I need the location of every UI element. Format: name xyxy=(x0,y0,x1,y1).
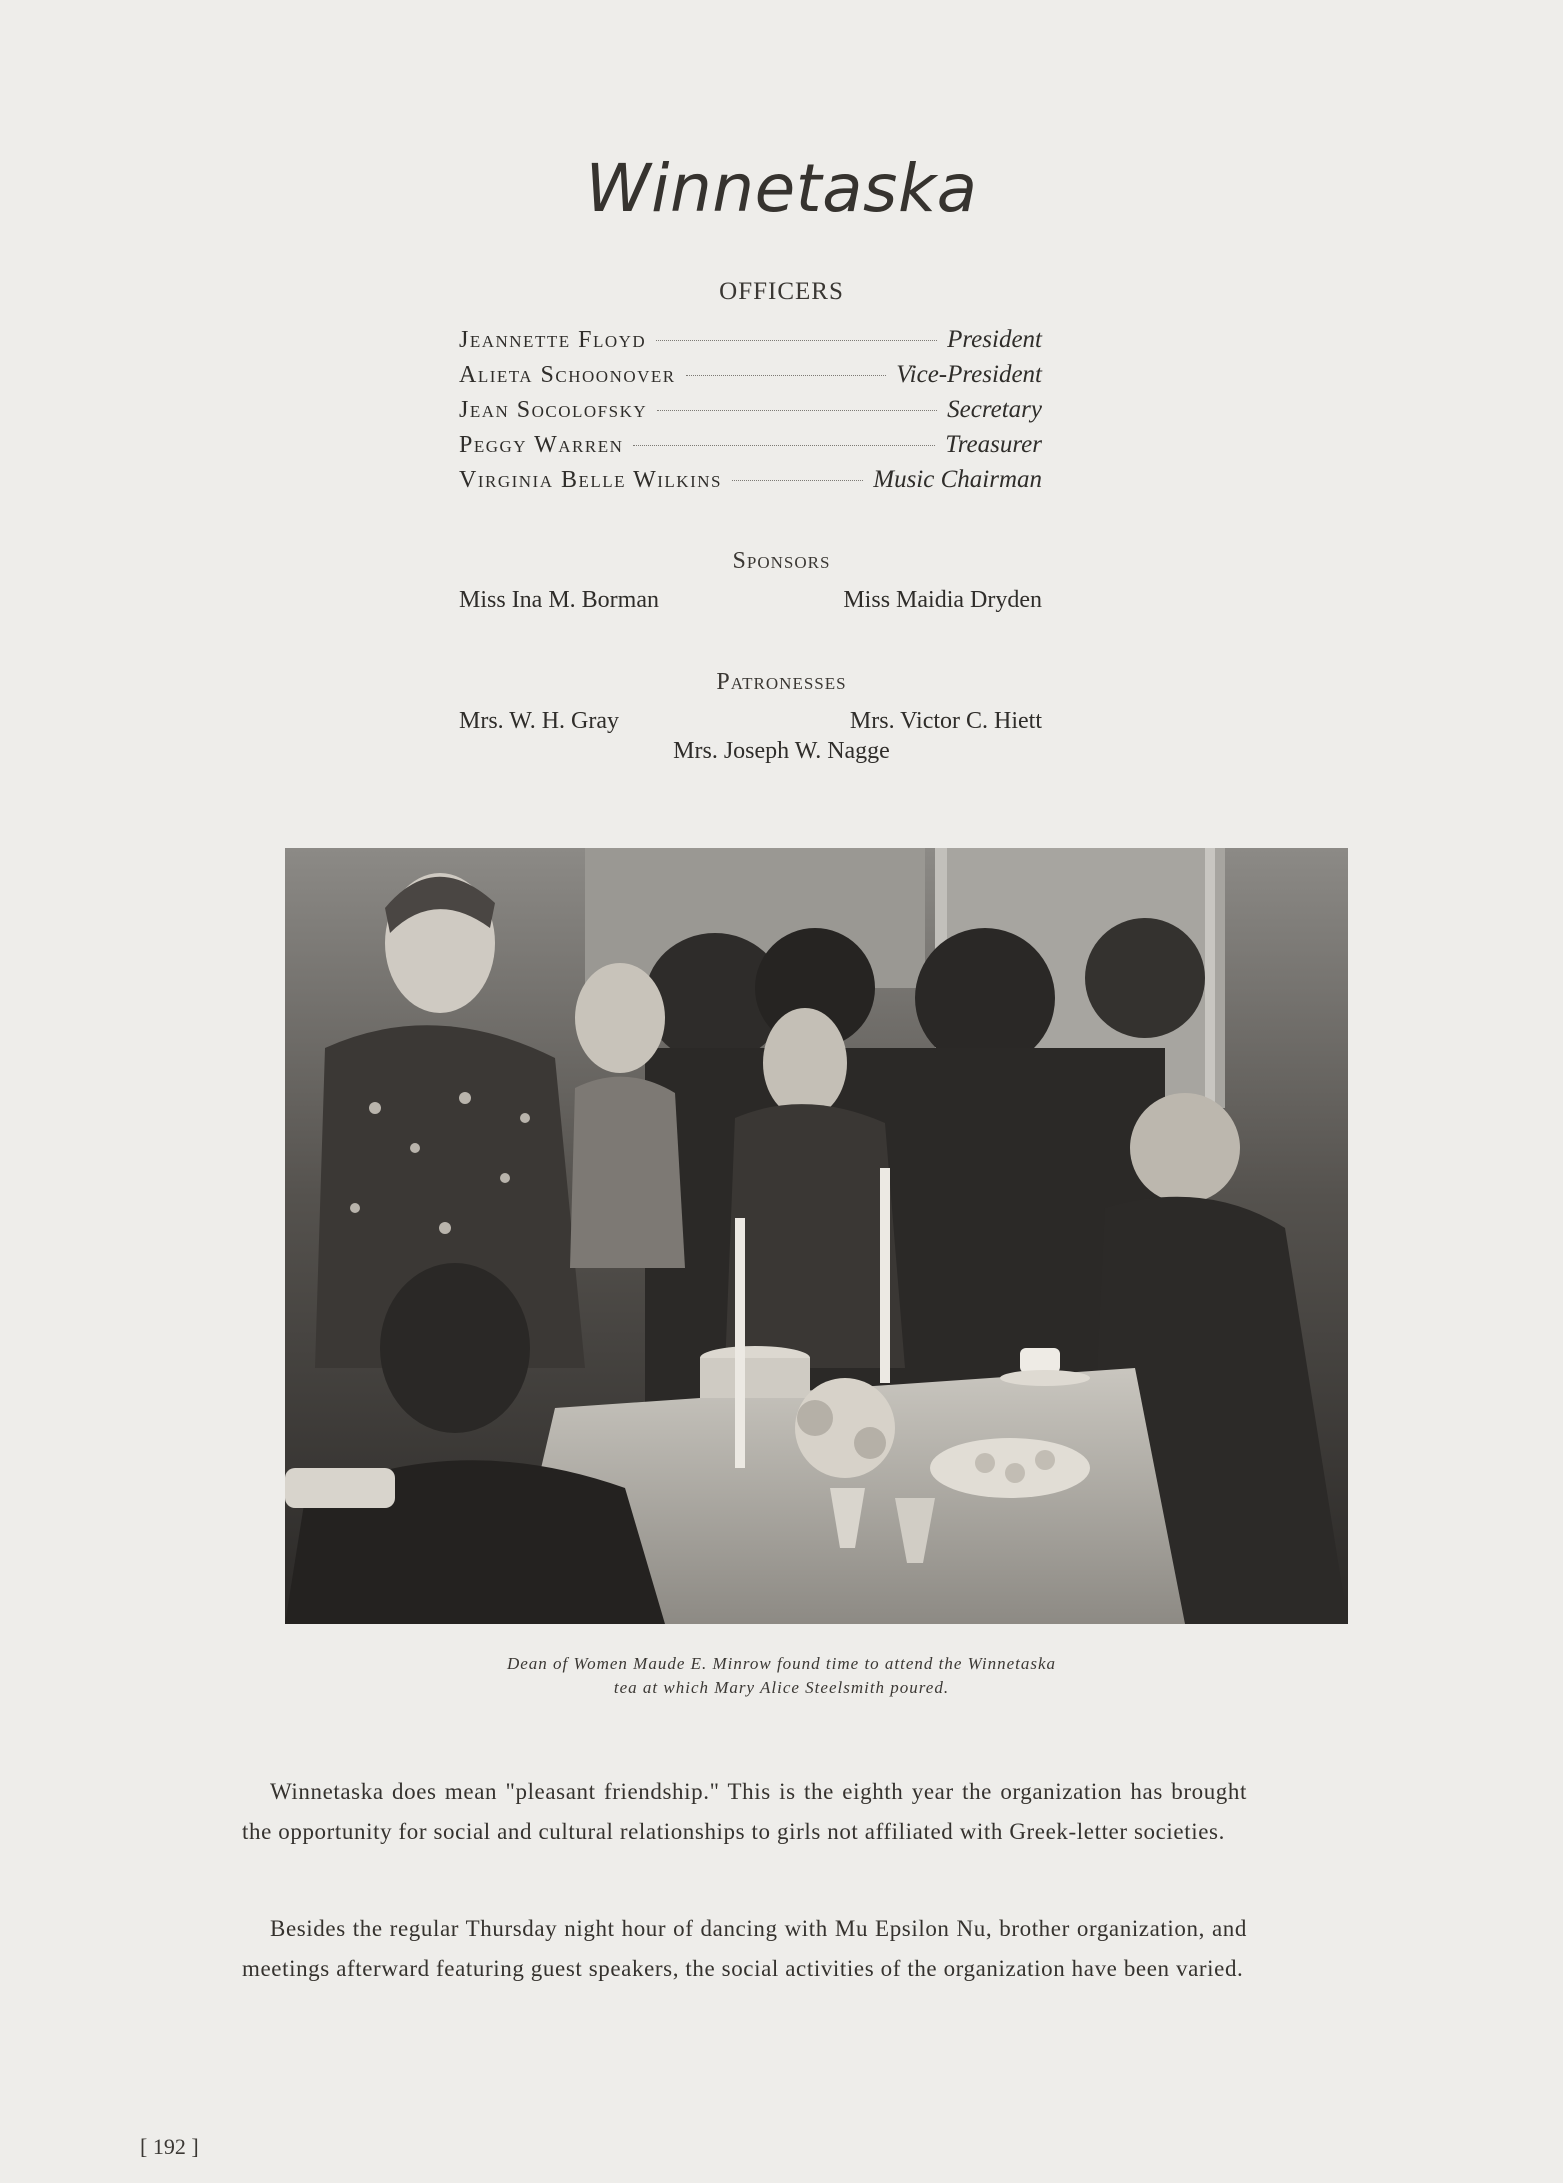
officer-name: Peggy Warren xyxy=(459,432,624,458)
patronesses-names xyxy=(459,708,1042,735)
body-paragraph xyxy=(242,1772,1247,1852)
dot-leader xyxy=(633,445,935,446)
dot-leader xyxy=(657,410,937,411)
officer-title: Secretary xyxy=(947,396,1042,423)
photo-caption xyxy=(0,1652,1563,1700)
officer-row xyxy=(459,326,1042,361)
caption-line: tea at which Mary Alice Steelsmith poured. xyxy=(613,1678,950,1697)
officer-row xyxy=(459,396,1042,431)
officer-name: Jeannette Floyd xyxy=(459,327,647,353)
officers-list xyxy=(459,326,1042,501)
officer-name: Virginia Belle Wilkins xyxy=(459,467,722,493)
officer-row xyxy=(459,361,1042,396)
dot-leader xyxy=(656,340,937,341)
sponsors-names xyxy=(459,587,1042,614)
dot-leader xyxy=(732,480,863,481)
officer-title: Vice-President xyxy=(896,361,1042,388)
officers-heading: OFFICERS xyxy=(719,278,844,305)
patronesses-heading: Patronesses xyxy=(716,669,847,695)
body-paragraph xyxy=(242,1909,1247,1989)
patroness-name: Mrs. Victor C. Hiett xyxy=(849,708,1042,734)
officer-row xyxy=(459,466,1042,501)
tea-photograph xyxy=(285,848,1348,1624)
sponsor-name: Miss Ina M. Borman xyxy=(459,587,659,613)
patroness-name: Mrs. Joseph W. Nagge xyxy=(673,738,890,764)
paragraph-text: Winnetaska does mean "pleasant friendship." This is the eighth year the organization has brought the opportunity for social and cultural relationships to girls not affiliated with Greek-letter societies. xyxy=(242,1779,1247,1844)
sponsor-name: Miss Maidia Dryden xyxy=(843,587,1042,613)
page-number: [ 192 ] xyxy=(140,2134,199,2159)
officer-title: Treasurer xyxy=(945,431,1042,458)
officer-name: Alieta Schoonover xyxy=(459,362,676,388)
officer-name: Jean Socolofsky xyxy=(459,397,648,423)
sponsors-heading: Sponsors xyxy=(732,548,831,574)
photo-illustration xyxy=(285,848,1348,1624)
paragraph-text: Besides the regular Thursday night hour of dancing with Mu Epsilon Nu, brother organization, and meetings afterward featuring guest speakers, the social activities of the organization have been varied. xyxy=(242,1916,1247,1981)
dot-leader xyxy=(686,375,887,376)
officer-row xyxy=(459,431,1042,466)
patroness-name: Mrs. W. H. Gray xyxy=(459,708,619,734)
caption-line: Dean of Women Maude E. Minrow found time to attend the Winnetaska xyxy=(506,1654,1057,1673)
officer-title: President xyxy=(947,326,1042,353)
page-title: Winnetaska xyxy=(585,150,978,227)
officer-title: Music Chairman xyxy=(873,466,1042,493)
